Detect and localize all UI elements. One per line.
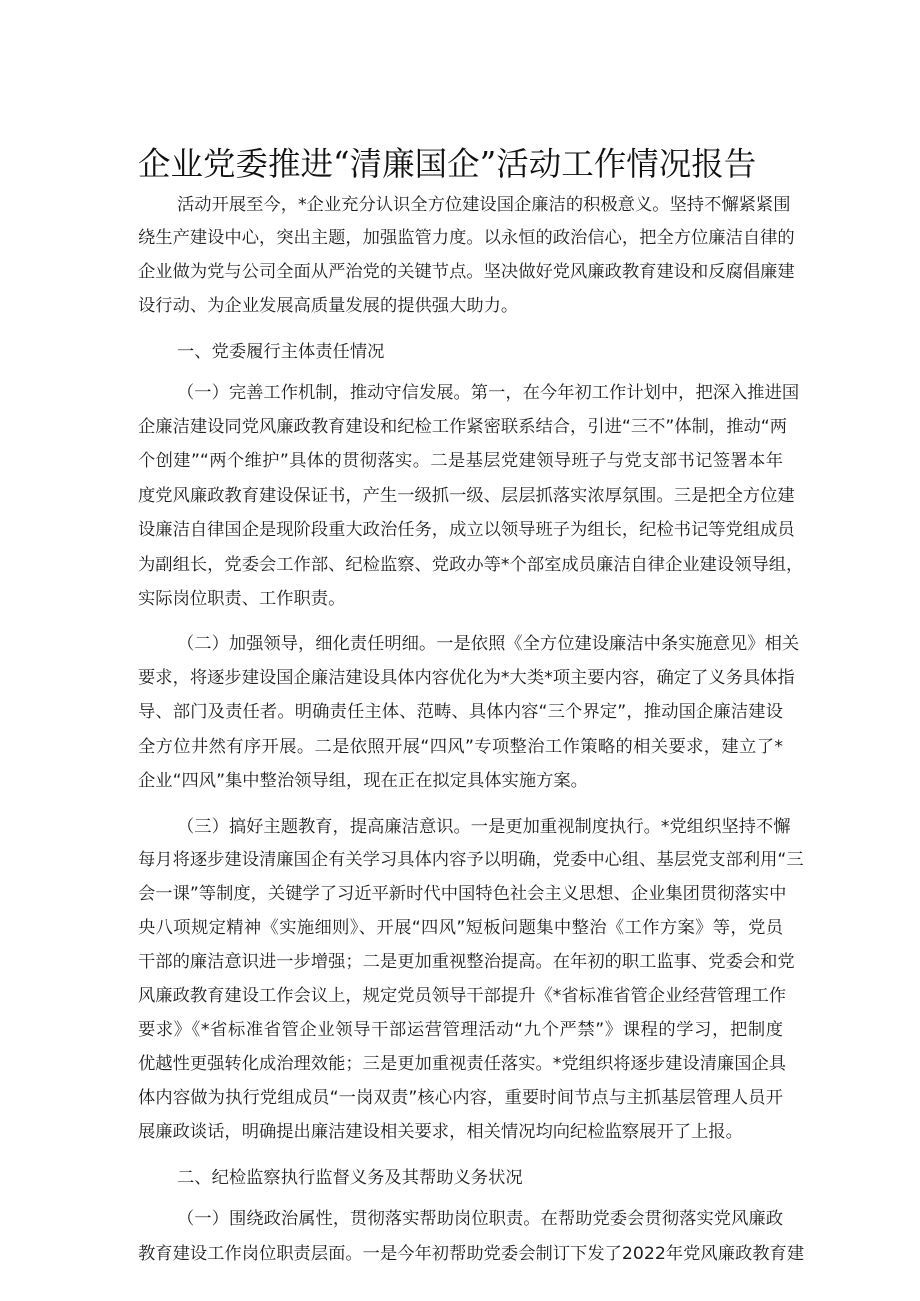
paragraph-line: 导、部门及责任者。明确责任主体、范畴、具体内容“三个界定”，推动国企廉洁建设 — [138, 702, 783, 722]
paragraph-line: （一）围绕政治属性，贯彻落实帮助岗位职责。在帮助党委会贯彻落实党风廉政 — [177, 1209, 783, 1229]
paragraph-line: 活动开展至今，*企业充分认识全方位建设国企廉洁的积极意义。坚持不懈紧紧围 — [177, 195, 791, 215]
document-title: 企业党委推进“清廉国企”活动工作情况报告 — [138, 145, 757, 183]
paragraph-line: 展廉政谈话，明确提出廉洁建设相关要求，相关情况均向纪检监察展开了上报。 — [138, 1122, 743, 1142]
paragraph-line: 风廉政教育建设工作会议上，规定党员领导干部提升《*省标准省管企业经营管理工作 — [138, 986, 787, 1006]
paragraph-line: 会一课”等制度，关键学了习近平新时代中国特色社会主义思想、企业集团贯彻落实中 — [138, 884, 787, 904]
paragraph-line: 要求》《*省标准省管企业领导干部运营管理活动“九个严禁”》课程的学习，把制度 — [138, 1020, 783, 1040]
paragraph-line: 为副组长，党委会工作部、纪检监察、党政办等*个部室成员廉洁自律企业建设领导组， — [138, 555, 804, 575]
paragraph-line: 个创建”“两个维护”具体的贯彻落实。二是基层党建领导班子与党支部书记签署本年 — [138, 451, 783, 471]
paragraph-line: 设行动、为企业发展高质量发展的提供强大助力。 — [138, 296, 519, 316]
paragraph-line: 企业做为党与公司全面从严治党的关键节点。坚决做好党风廉政教育建设和反腐倡廉建 — [138, 262, 795, 282]
paragraph-line: （三）搞好主题教育，提高廉洁意识。一是更加重视制度执行。*党组织坚持不懈 — [177, 817, 791, 837]
paragraph-line: 央八项规定精神《实施细则》、开展“四风”短板问题集中整治《工作方案》等，党员 — [138, 918, 783, 938]
paragraph-line: 企业“四风”集中整治领导组，现在正在拟定具体实施方案。 — [138, 771, 588, 791]
section-heading: 一、党委履行主体责任情况 — [177, 342, 385, 362]
paragraph-line: 优越性更强转化成治理效能；三是更加重视责任落实。*党组织将逐步建设清廉国企具 — [138, 1054, 787, 1074]
paragraph-line: 实际岗位职责、工作职责。 — [138, 589, 346, 609]
paragraph-line: 体内容做为执行党组成员“一岗双责”核心内容，重要时间节点与主抓基层管理人员开 — [138, 1088, 783, 1108]
paragraph-line: （二）加强领导，细化责任明细。一是依照《全方位建设廉洁中条实施意见》相关 — [177, 634, 800, 654]
paragraph-line: 干部的廉洁意识进一步增强；二是更加重视整治提高。在年初的职工监事、党委会和党 — [138, 952, 795, 972]
paragraph-line: 绕生产建设中心，突出主题，加强监管力度。以永恒的政治信心，把全方位廉洁自律的 — [138, 228, 795, 248]
paragraph-line: 要求，将逐步建设国企廉洁建设具体内容优化为*大类*项主要内容，确定了义务具体指 — [138, 668, 795, 688]
paragraph-line: 教育建设工作岗位职责层面。一是今年初帮助党委会制订下发了2022年党风廉政教育建 — [138, 1244, 805, 1264]
paragraph-line: 每月将逐步建设清廉国企有关学习具体内容予以明确，党委中心组、基层党支部利用“三 — [138, 850, 804, 870]
paragraph-line: （一）完善工作机制，推动守信发展。第一，在今年初工作计划中，把深入推进国 — [177, 383, 800, 403]
paragraph-line: 企廉洁建设同党风廉政教育建设和纪检工作紧密联系结合，引进“三不”体制，推动“两 — [138, 417, 787, 437]
section-heading: 二、纪检监察执行监督义务及其帮助义务状况 — [177, 1168, 523, 1188]
paragraph-line: 度党风廉政教育建设保证书，产生一级抓一级、层层抓落实浓厚氛围。三是把全方位建 — [138, 486, 795, 506]
paragraph-line: 全方位井然有序开展。二是依照开展“四风”专项整治工作策略的相关要求，建立了* — [138, 737, 783, 757]
paragraph-line: 设廉洁自律国企是现阶段重大政治任务，成立以领导班子为组长，纪检书记等党组成员 — [138, 520, 795, 540]
